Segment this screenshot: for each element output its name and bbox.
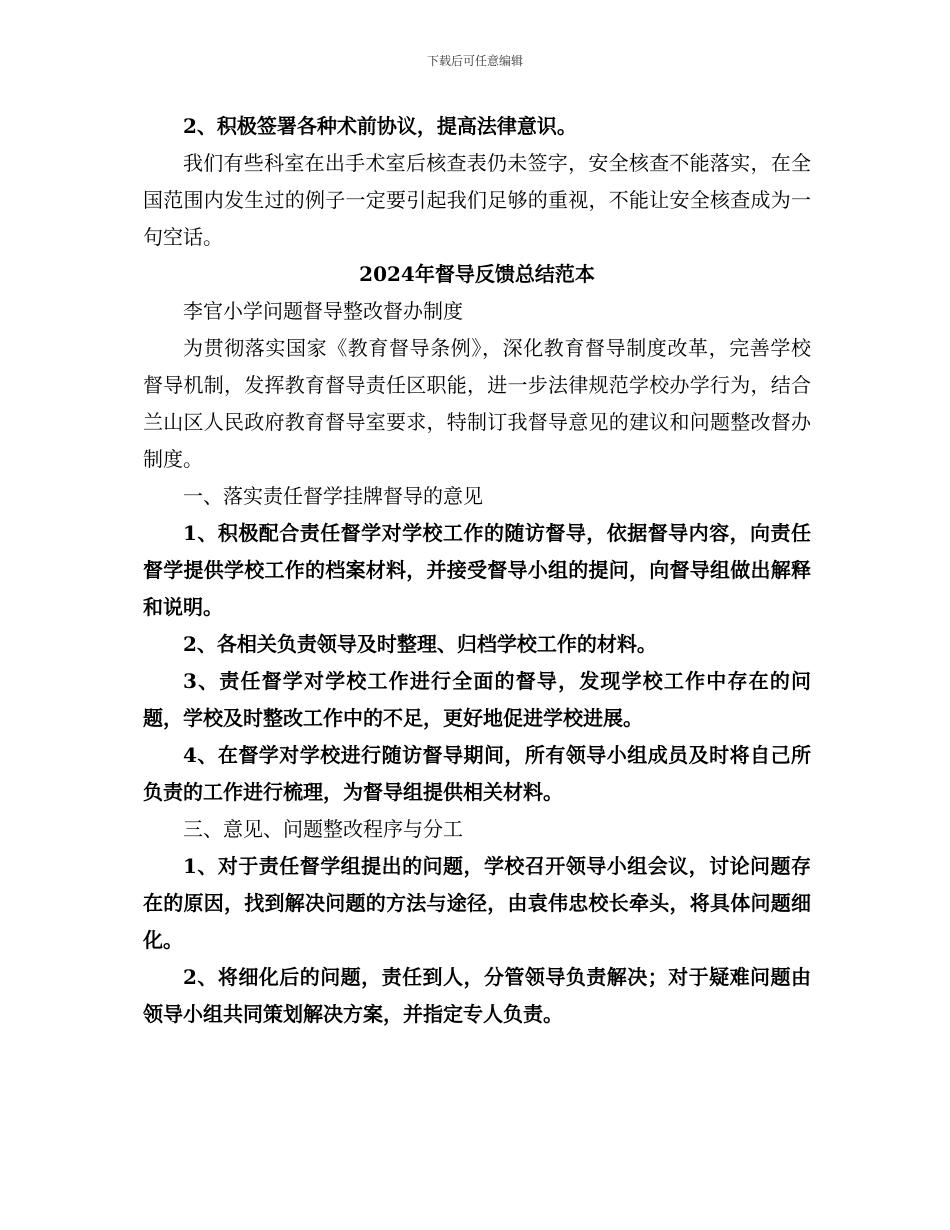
paragraph: 1、积极配合责任督学对学校工作的随访督导，依据督导内容，向责任督学提供学校工作的档案材料，并接受督导小组的提问，向督导组做出解释和说明。 bbox=[143, 521, 811, 619]
paragraph: 为贯彻落实国家《教育督导条例》，深化教育督导制度改革，完善学校督导机制，发挥教育督导责任区职能，进一步法律规范学校办学行为，结合兰山区人民政府教育督导室要求，特制订我督导意见的建议和问题整改督办制度。 bbox=[143, 336, 811, 471]
paragraph: 4、在督学对学校进行随访督导期间，所有领导小组成员及时将自己所负责的工作进行梳理，为督导组提供相关材料。 bbox=[143, 743, 811, 804]
paragraph: 3、责任督学对学校工作进行全面的督导，发现学校工作中存在的问题，学校及时整改工作中的不足，更好地促进学校进展。 bbox=[143, 669, 811, 730]
paragraph: 李官小学问题督导整改督办制度 bbox=[183, 299, 463, 323]
paragraph: 我们有些科室在出手术室后核查表仍未签字，安全核查不能落实，在全国范围内发生过的例子一定要引起我们足够的重视，不能让安全核查成为一句空话。 bbox=[143, 151, 811, 249]
document-body bbox=[143, 108, 811, 1033]
paragraph: 2、积极签署各种术前协议，提高法律意识。 bbox=[183, 114, 577, 138]
paragraph: 2、将细化后的问题，责任到人，分管领导负责解决；对于疑难问题由领导小组共同策划解决方案，并指定专人负责。 bbox=[143, 965, 811, 1026]
paragraph: 1、对于责任督学组提出的问题，学校召开领导小组会议，讨论问题存在的原因，找到解决问题的方法与途径，由袁伟忠校长牵头，将具体问题细化。 bbox=[143, 854, 811, 952]
page-header: 下载后可任意编辑 bbox=[426, 54, 523, 68]
paragraph: 一、落实责任督学挂牌督导的意见 bbox=[183, 484, 483, 508]
paragraph: 2、各相关负责领导及时整理、归档学校工作的材料。 bbox=[183, 632, 657, 656]
section-title: 2024年督导反馈总结范本 bbox=[359, 262, 595, 286]
paragraph: 三、意见、问题整改程序与分工 bbox=[183, 817, 463, 841]
